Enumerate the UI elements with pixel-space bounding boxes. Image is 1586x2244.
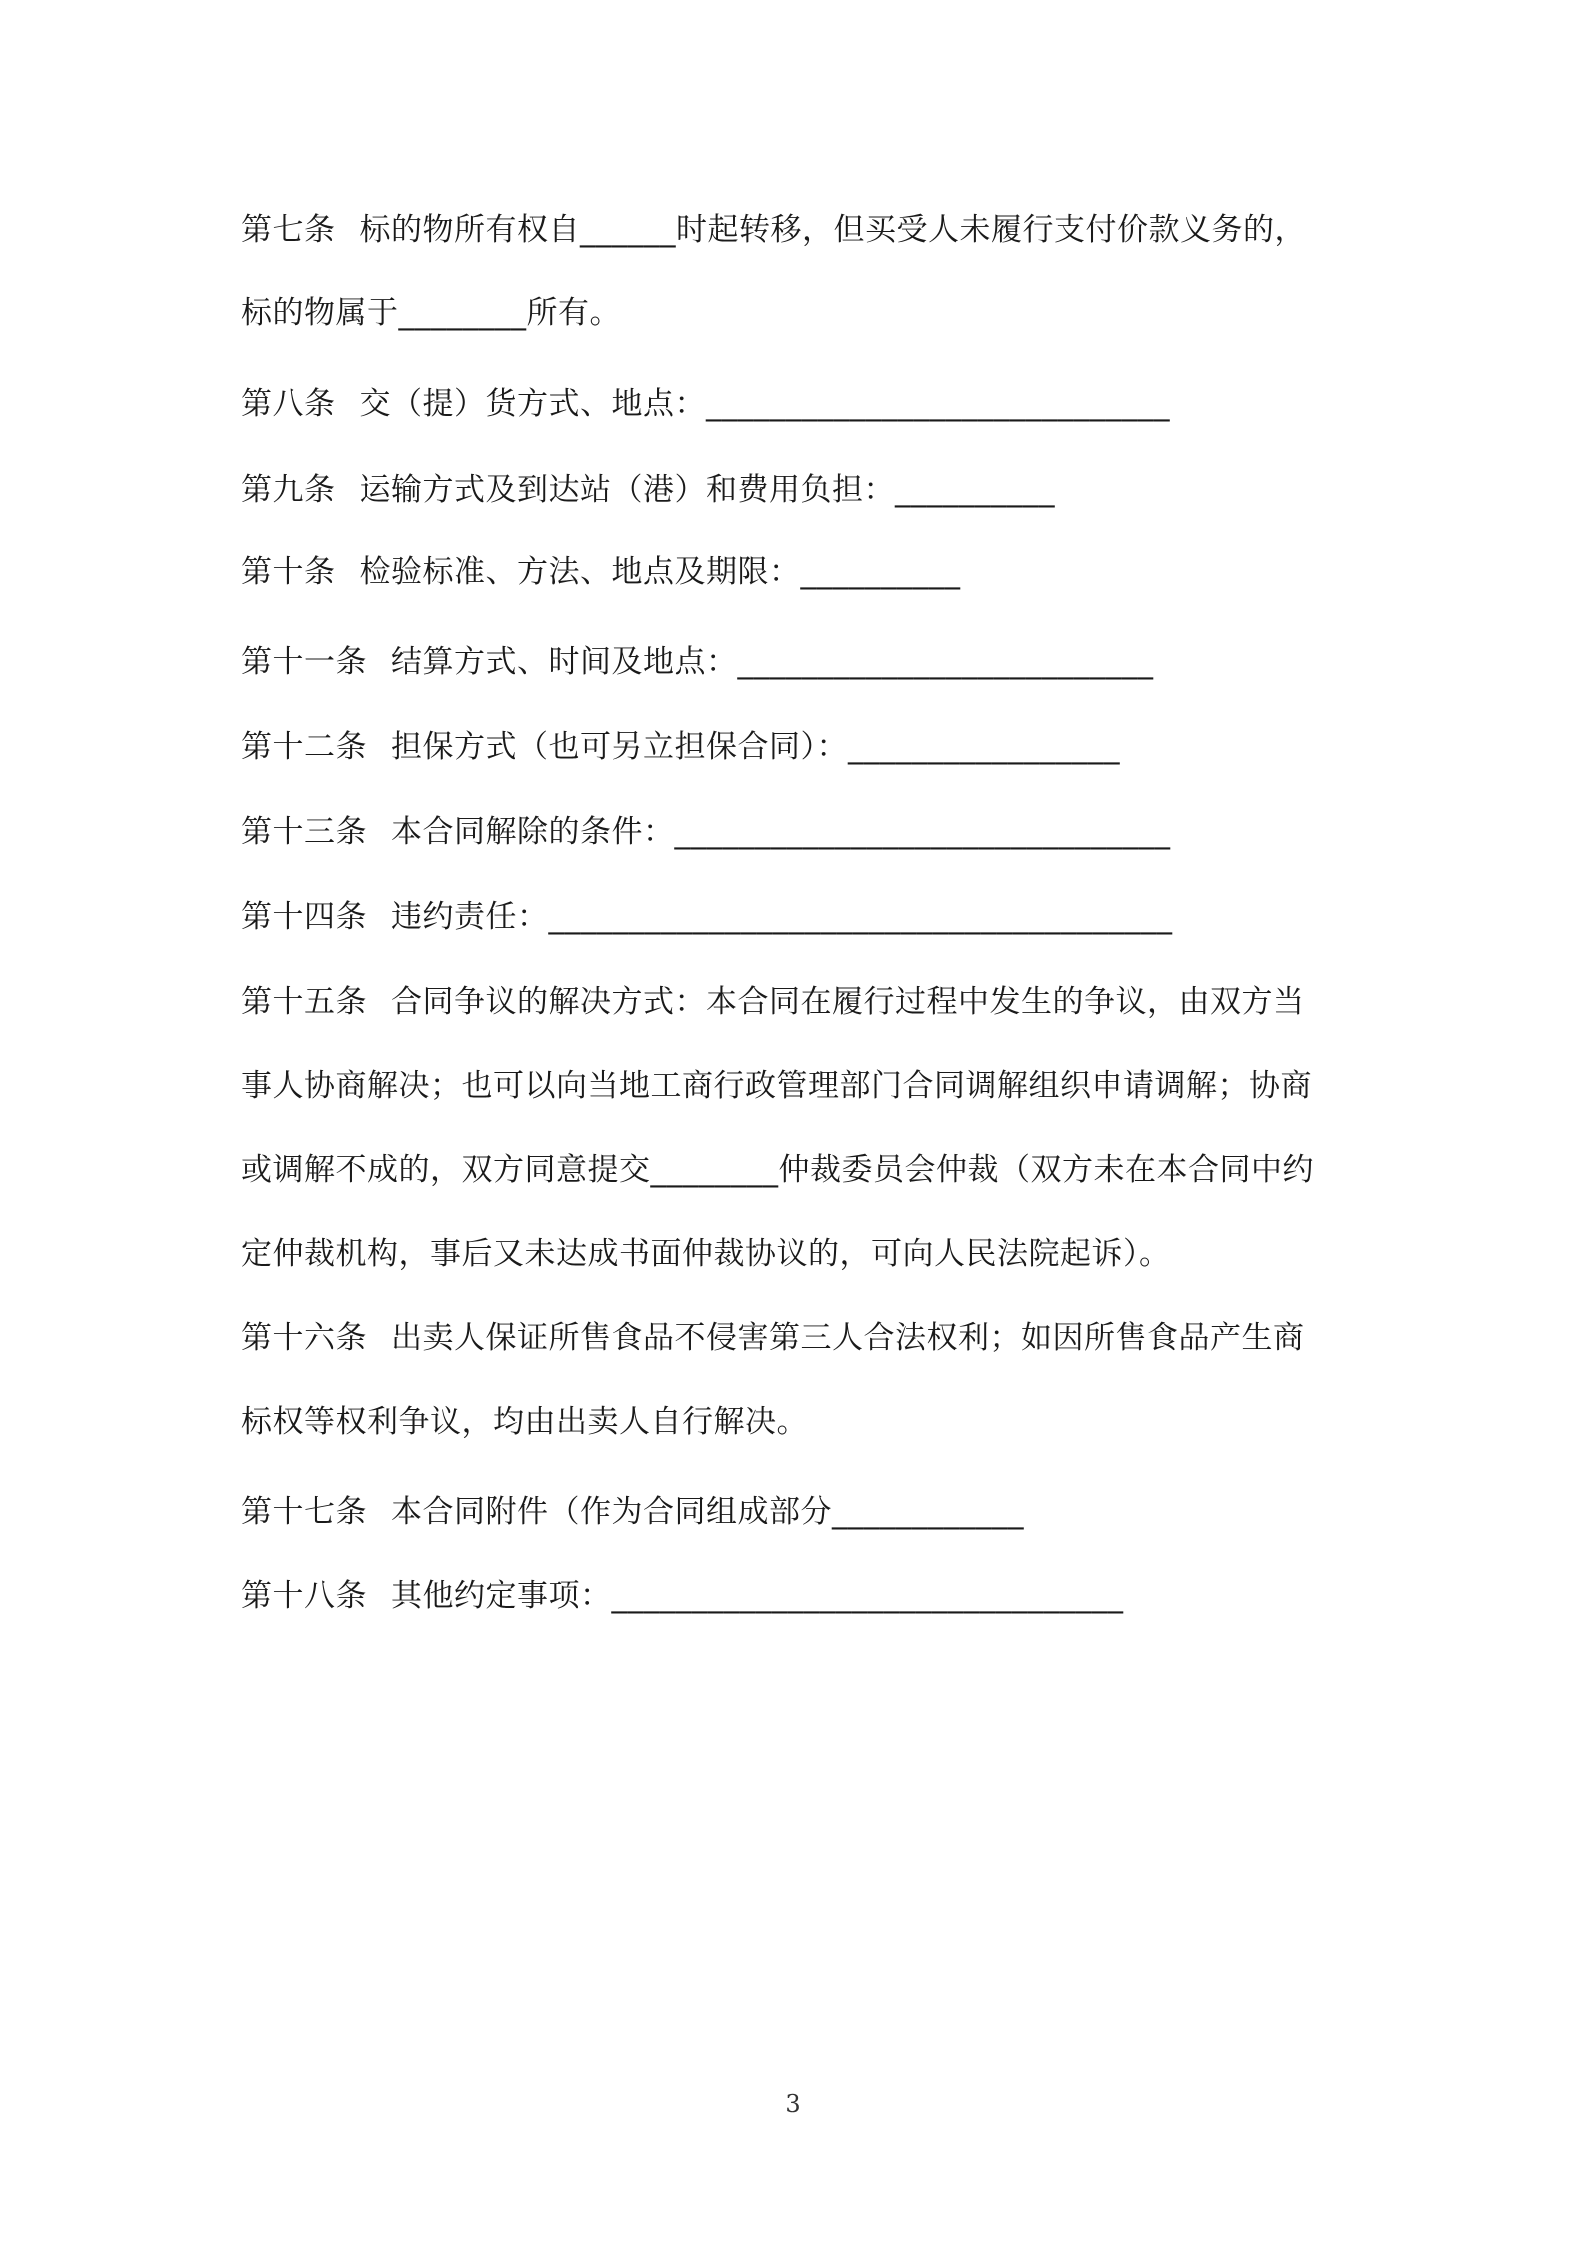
article-number: 第十五条 <box>241 984 367 1020</box>
article-text: 标的物所有权自______时起转移，但买受人未履行支付价款义务的， <box>359 212 1306 248</box>
article-text: 担保方式（也可另立担保合同）：_________________ <box>391 729 1120 765</box>
article-number: 第十三条 <box>241 814 367 850</box>
article-text: 出卖人保证所售食品不侵害第三人合法权利；如因所售食品产生商 <box>391 1320 1305 1356</box>
article-15-continued-3: 定仲裁机构，事后又未达成书面仲裁协议的，可向人民法院起诉）。 <box>241 1236 1171 1272</box>
article-9 <box>241 470 1055 510</box>
article-number: 第十八条 <box>241 1578 367 1614</box>
article-14 <box>241 897 1173 937</box>
article-10 <box>241 552 961 592</box>
article-number: 第十一条 <box>241 644 367 680</box>
article-text: 运输方式及到达站（港）和费用负担：__________ <box>359 472 1055 508</box>
article-11 <box>241 642 1154 682</box>
article-number: 第十四条 <box>241 899 367 935</box>
article-text: 违约责任：_______________________________________ <box>391 899 1173 935</box>
article-text: 其他约定事项：________________________________ <box>391 1578 1124 1614</box>
article-7-continued: 标的物属于________所有。 <box>241 295 621 331</box>
article-text: 合同争议的解决方式：本合同在履行过程中发生的争议，由双方当 <box>391 984 1305 1020</box>
article-8 <box>241 384 1170 424</box>
article-number: 第七条 <box>241 212 336 248</box>
article-number: 第十二条 <box>241 729 367 765</box>
article-number: 第十六条 <box>241 1320 367 1356</box>
article-12 <box>241 727 1120 767</box>
article-number: 第十七条 <box>241 1494 367 1530</box>
article-18 <box>241 1576 1124 1616</box>
article-16-continued: 标权等权利争议，均由出卖人自行解决。 <box>241 1404 808 1440</box>
article-17 <box>241 1492 1024 1532</box>
article-15 <box>241 982 1305 1022</box>
article-16 <box>241 1318 1305 1358</box>
article-text: 检验标准、方法、地点及期限：__________ <box>359 554 961 590</box>
article-number: 第十条 <box>241 554 336 590</box>
article-text: 交（提）货方式、地点：_____________________________ <box>359 386 1170 422</box>
article-text: 本合同附件（作为合同组成部分____________ <box>391 1494 1024 1530</box>
article-number: 第九条 <box>241 472 336 508</box>
article-13 <box>241 812 1171 852</box>
article-7 <box>241 210 1306 250</box>
page-number: 3 <box>785 2090 801 2118</box>
article-number: 第八条 <box>241 386 336 422</box>
article-text: 本合同解除的条件：_______________________________ <box>391 814 1171 850</box>
article-15-continued-2: 或调解不成的，双方同意提交________仲裁委员会仲裁（双方未在本合同中约 <box>241 1152 1314 1188</box>
article-text: 结算方式、时间及地点：__________________________ <box>391 644 1154 680</box>
article-15-continued: 事人协商解决；也可以向当地工商行政管理部门合同调解组织申请调解；协商 <box>241 1068 1312 1104</box>
